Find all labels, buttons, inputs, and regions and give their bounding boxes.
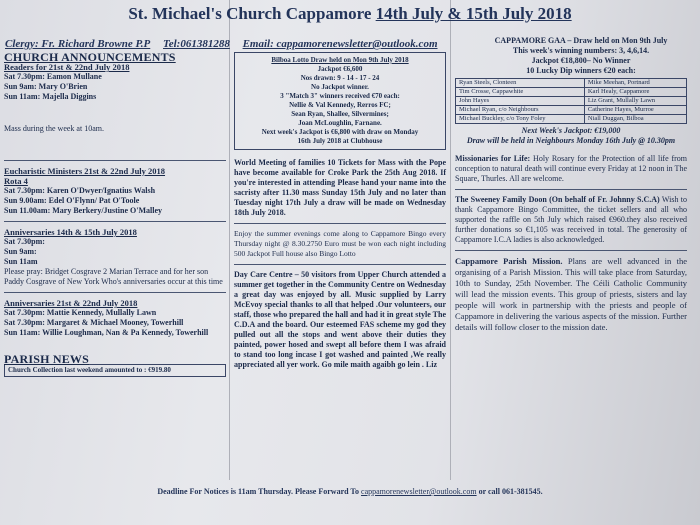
mission-text: Plans are well advanced in the organising of a Parish Mission. This will take place from Saturday, 10th to Sunday, 25th November. The Céili Catholic Community will lead the mission events. This group of priests, sisters and lay people will work in partnership with the priests and people of Cappamore in delivering the various aspects of the mission. Further details will follow closer to the mission date. xyxy=(455,256,687,332)
readers-heading: Readers for 21st & 22nd July 2018 xyxy=(4,62,130,72)
sweeney-text: Wish to thank Cappamore Bingo Committee, the ticket sellers and all who supported the raffle on 5th July which raised €960.they also received further donations so €1,105 was received in total. The generosity of Cappamore I.C.A ladies is also acknowledged. xyxy=(455,195,687,244)
winner-cell: Liz Grant, Mullally Lawn xyxy=(584,97,686,106)
divider xyxy=(4,292,226,293)
lotto-line: Jackpot €6,600 xyxy=(317,65,363,73)
sweeney-family-notice xyxy=(455,195,687,245)
mission-title: Cappamore Parish Mission. xyxy=(455,256,563,266)
reader-line: Sun 9am: Mary O'Brien xyxy=(4,82,88,91)
divider xyxy=(4,160,226,161)
clergy-name: Clergy: Fr. Richard Browne P.P xyxy=(5,38,151,50)
reader-line: Sat 7.30pm: Eamon Mullane xyxy=(4,72,102,81)
winner-cell: John Hayes xyxy=(456,97,585,106)
lotto-results-box xyxy=(234,52,446,150)
footer-deadline-text: Deadline For Notices is 11am Thursday. Please Forward To xyxy=(157,487,360,496)
lotto-line: 16th July 2018 at Clubhouse xyxy=(297,137,383,145)
clergy-contact-line xyxy=(5,38,448,50)
day-care-centre-notice: Day Care Centre – 50 visitors from Upper Church attended a summer get together in the Community Centre on Wednesday a great day was enjoyed by all. Music supplied by Larry McEvoy special thanks to all that helped .Our volunteers, our staff, those who prepared the hall and had it in great style The C.D.A and the board. Our esteemed FAS scheme my god they pulled out all the stops and went above their duties they painted, power hosed and swept all before them I was afraid to stand too long incase I got washed and painted ,We really appreciated all yer work. Go mile maith agaibh go lein . Liz xyxy=(234,270,446,369)
lotto-line: Bilboa Lotto Draw held on Mon 9th July 2018 xyxy=(271,56,409,64)
weekday-mass-notice: Mass during the week at 10am. xyxy=(4,124,104,133)
gaa-jackpot: Jackpot €18,800– No Winner xyxy=(531,56,631,65)
table-row xyxy=(456,106,687,115)
deadline-footer xyxy=(0,487,700,496)
gaa-next-jackpot-section xyxy=(455,126,687,146)
world-meeting-families-notice: World Meeting of families 10 Tickets for Mass with the Pope have become available for Croke Park the 25th Aug 2018. If you're interested in attending Please hand your name into the sacristy after 11.30 mass Sunday 15th July and no later than Tuesday night 17th July a draw will be made on Wednesday 18th July 2018. xyxy=(234,158,446,217)
lotto-line: Next week's Jackpot is €6,800 with draw on Monday xyxy=(261,128,419,136)
lucky-dip-winners-table xyxy=(455,78,687,124)
lotto-line: Sean Ryan, Shallee, Silvermines; xyxy=(291,110,389,118)
parish-email: Email: cappamorenewsletter@outlook.com xyxy=(242,38,438,50)
next-draw: Draw will be held in Neighbours Monday 16th July @ 10.30pm xyxy=(466,136,676,145)
anniversaries-heading: Anniversaries 21st & 22nd July 2018 xyxy=(4,298,138,308)
anniversaries-heading: Anniversaries 14th & 15th July 2018 xyxy=(4,227,137,237)
winner-cell: Michael Buckley, c/o Tony Foley xyxy=(456,115,585,124)
anniversary-line: Sat 7.30pm: xyxy=(4,237,45,246)
lotto-line: Nellie & Val Kennedy, Rerros FC; xyxy=(289,101,391,109)
sweeney-title: The Sweeney Family Doon (On behalf of Fr. Johnny S.C.A) xyxy=(455,195,660,204)
minister-line: Sun 9.00am: Edel O'Flynn/ Pat O'Toole xyxy=(4,196,140,205)
church-title: St. Michael's Church Cappamore xyxy=(128,4,372,23)
minister-line: Sat 7.30pm: Karen O'Dwyer/Ignatius Walsh xyxy=(4,186,156,195)
winner-cell: Niall Duggan, Bilboa xyxy=(584,115,686,124)
lucky-dip-title: 10 Lucky Dip winners €20 each: xyxy=(526,66,636,75)
please-pray-notice: Please pray: Bridget Cosgrave 2 Marian Terrace and for her son Paddy Cosgrave of New York Who's anniversaries occur at this time xyxy=(4,267,223,286)
winner-cell: Karl Healy, Cappamore xyxy=(584,88,686,97)
divider xyxy=(234,223,446,224)
divider xyxy=(4,221,226,222)
church-collection-box: Church Collection last weekend amounted to : €919.80 xyxy=(4,364,226,377)
winner-cell: Michael Ryan, c/o Neighbours xyxy=(456,106,585,115)
gaa-winning-numbers: This week's winning numbers: 3, 4,6,14. xyxy=(512,46,650,55)
right-column xyxy=(455,36,687,333)
table-row xyxy=(456,115,687,124)
anniversary-line: Sat 7.30pm: Mattie Kennedy, Mullally Lawn xyxy=(4,308,157,317)
gaa-draw-section xyxy=(455,36,687,76)
spacer xyxy=(234,150,446,158)
winner-cell: Tim Crosse, Cappawhite xyxy=(456,88,585,97)
winner-cell: Ryan Steels, Clonteen xyxy=(456,79,585,88)
minister-line: Sun 11.00am: Mary Berkery/Justine O'Malley xyxy=(4,206,162,215)
next-jackpot: Next Week's Jackpot: €19,000 xyxy=(521,126,621,135)
newsletter-dates: 14th July & 15th July 2018 xyxy=(375,4,572,23)
missionaries-text: Holy Rosary for the Protection of all life from conception to natural death will continue every Friday at 12 noon in The Square, Thurles. All are welcome. xyxy=(455,154,687,183)
winner-cell: Catherine Hayes, Murroe xyxy=(584,106,686,115)
anniversary-line: Sun 9am: xyxy=(4,247,37,256)
footer-email-link[interactable]: cappamorenewsletter@outlook.com xyxy=(361,487,477,496)
lotto-line: Joan McLoughlin, Farnane. xyxy=(298,119,382,127)
announcements-column xyxy=(4,52,226,377)
rota-label: Rota 4 xyxy=(4,176,28,186)
anniversary-line: Sun 11am: Willie Loughman, Nan & Pa Kennedy, Towerhill xyxy=(4,328,209,337)
parish-news-heading: PARISH NEWS xyxy=(4,352,89,366)
middle-column xyxy=(234,52,446,370)
table-row xyxy=(456,97,687,106)
missionaries-title: Missionaries for Life: xyxy=(455,154,531,163)
column-fold-line xyxy=(450,0,451,480)
divider xyxy=(455,189,687,190)
divider xyxy=(455,250,687,251)
divider xyxy=(234,264,446,265)
lotto-line: Nos drawn: 9 - 14 - 17 - 24 xyxy=(300,74,380,82)
lotto-line: 3 "Match 3" winners received €70 each: xyxy=(280,92,400,100)
winner-cell: Mike Meehan, Portnard xyxy=(584,79,686,88)
newsletter-header xyxy=(0,4,700,24)
ministers-heading: Eucharistic Ministers 21st & 22nd July 2018 xyxy=(4,166,166,176)
missionaries-for-life-notice xyxy=(455,154,687,184)
anniversary-line: Sat 7.30pm: Margaret & Michael Mooney, Towerhill xyxy=(4,318,184,327)
gaa-title: CAPPAMORE GAA – Draw held on Mon 9th July xyxy=(494,36,668,45)
table-row xyxy=(456,79,687,88)
reader-line: Sun 11am: Majella Diggins xyxy=(4,92,97,101)
lotto-line: No Jackpot winner. xyxy=(311,83,369,91)
table-row xyxy=(456,88,687,97)
bingo-notice: Enjoy the summer evenings come along to Cappamore Bingo every Thursday night @ 8.30.2750 Euro must be won each night including 500 Jackpot Full house also Bingo Lotto xyxy=(234,229,446,258)
anniversary-line: Sun 11am xyxy=(4,257,38,266)
parish-mission-notice xyxy=(455,256,687,333)
church-announcements-heading: CHURCH ANNOUNCEMENTS xyxy=(4,50,176,64)
spacer xyxy=(455,146,687,154)
parish-telephone: Tel:061381288 xyxy=(163,38,230,50)
footer-phone-text: or call 061-381545. xyxy=(478,487,543,496)
column-fold-line xyxy=(229,0,230,480)
